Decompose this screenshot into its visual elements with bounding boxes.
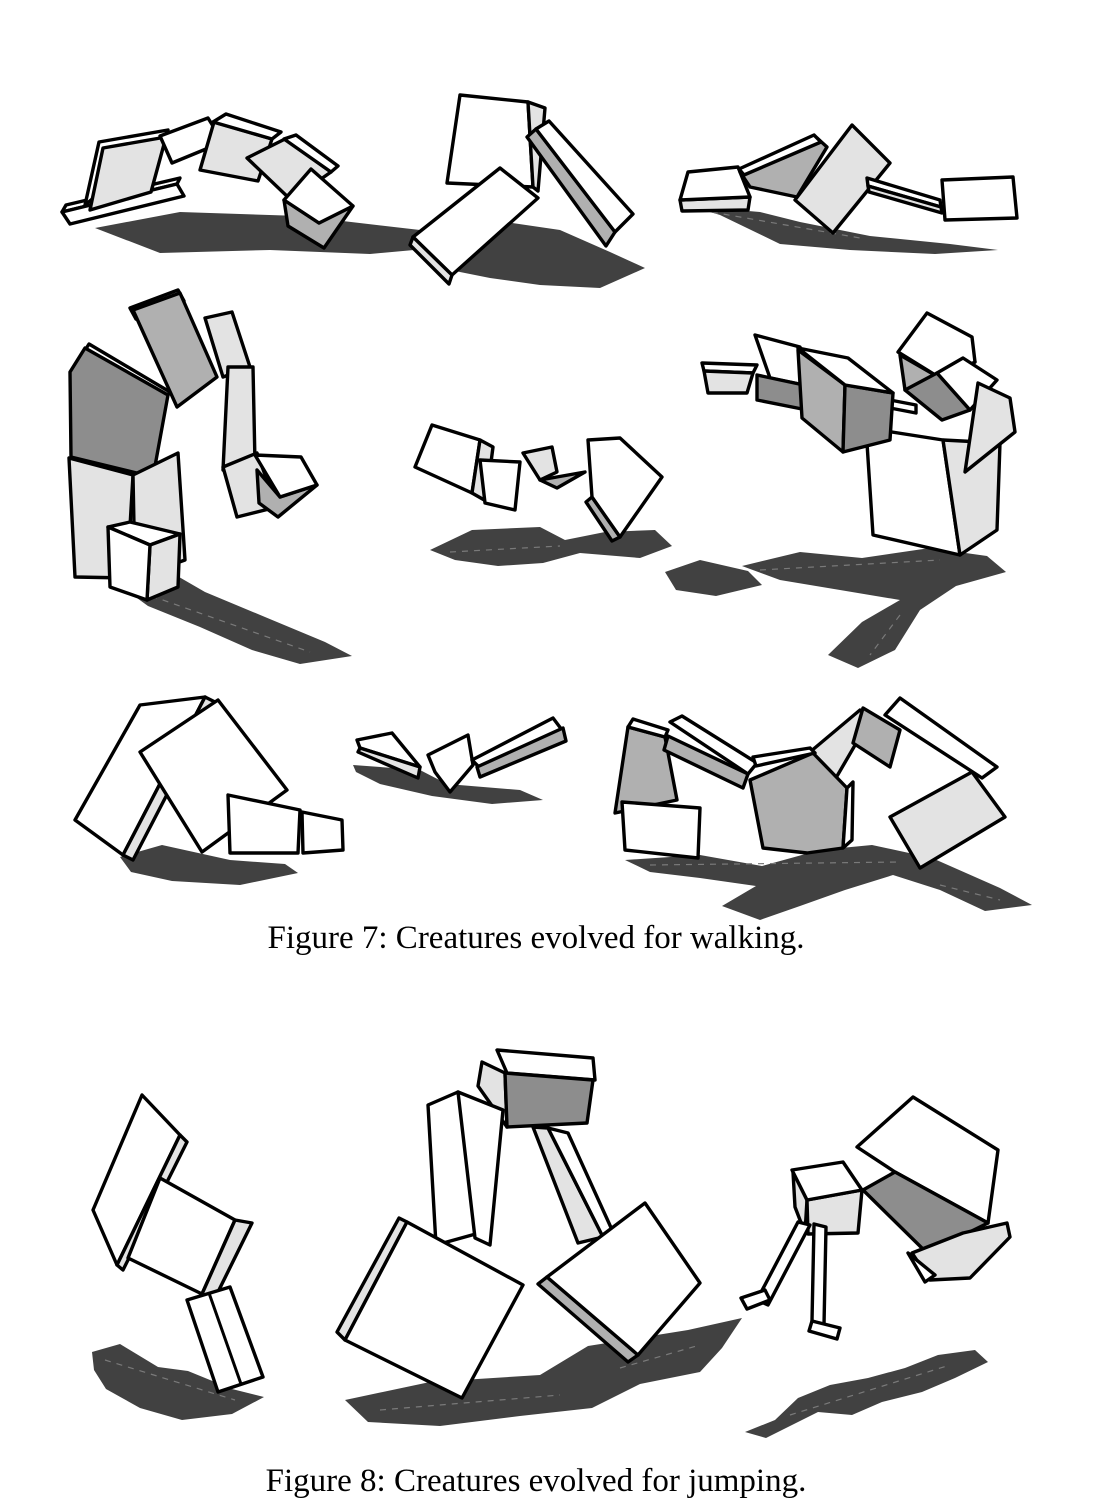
figure-7-artwork (0, 60, 1120, 922)
walking-creature-8 (353, 718, 566, 804)
walking-creature-9 (615, 698, 1032, 920)
walking-creature-2 (410, 95, 645, 288)
figure-8-caption: Figure 8: Creatures evolved for jumping. (265, 1463, 807, 1499)
jumping-creature-2 (337, 1050, 742, 1426)
walking-creature-7 (75, 697, 343, 885)
jumping-creature-3 (741, 1097, 1010, 1438)
figure-8-artwork (0, 1028, 1120, 1458)
walking-creature-6 (665, 313, 1015, 668)
figure-7-caption: Figure 7: Creatures evolved for walking. (267, 920, 805, 956)
walking-creature-3 (680, 125, 1017, 254)
jumping-creature-1 (92, 1095, 264, 1420)
walking-creature-4 (69, 290, 352, 664)
walking-creature-5 (415, 425, 672, 566)
walking-creature-1 (62, 114, 458, 254)
